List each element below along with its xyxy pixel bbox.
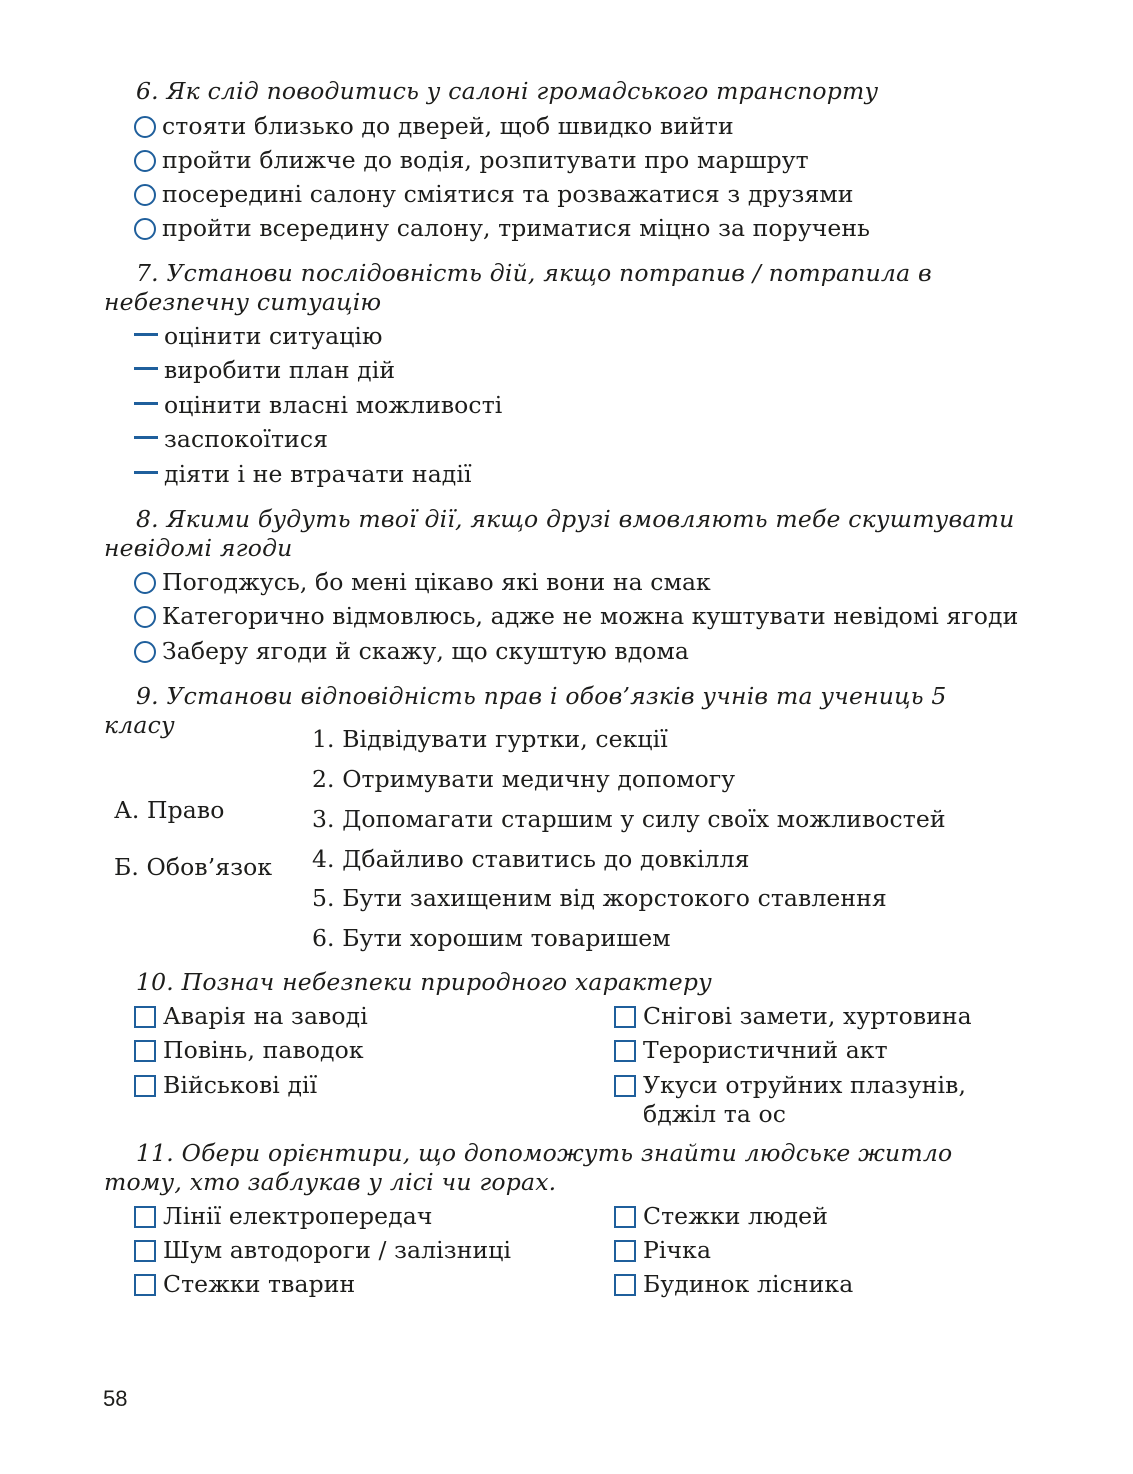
dash-blank[interactable]	[134, 436, 158, 439]
option-label: посередині салону сміятися та розважатися з друзями	[162, 180, 854, 208]
category-right: А. Право	[114, 796, 225, 824]
q10-option-left-2[interactable]	[134, 1036, 364, 1065]
q10-option-left-1[interactable]	[134, 1002, 368, 1031]
match-item-4: 4. Дбайливо ставитись до довкілля	[312, 845, 750, 873]
q10-option-right-3[interactable]	[614, 1071, 1013, 1129]
checkbox[interactable]	[134, 1206, 156, 1228]
match-item-2: 2. Отримувати медичну допомогу	[312, 765, 736, 793]
step-label: оцінити власні можливості	[164, 391, 503, 419]
q10-option-right-2[interactable]	[614, 1036, 888, 1065]
q11-option-right-1[interactable]	[614, 1202, 828, 1231]
checkbox[interactable]	[614, 1274, 636, 1296]
checkbox[interactable]	[614, 1206, 636, 1228]
match-item-1: 1. Відвідувати гуртки, секції	[312, 725, 668, 753]
category-duty: Б. Обов’язок	[114, 853, 273, 881]
q11-option-right-2[interactable]	[614, 1236, 711, 1265]
option-label: Снігові замети, хуртовина	[643, 1002, 972, 1030]
step-label: оцінити ситуацію	[164, 322, 383, 350]
question-10: 10. Познач небезпеки природного характеру	[136, 968, 712, 996]
radio-button[interactable]	[134, 150, 156, 172]
q7-step-2[interactable]	[134, 356, 395, 385]
step-label: виробити план дій	[164, 356, 396, 384]
match-item-6: 6. Бути хорошим товаришем	[312, 924, 671, 952]
question-7: 7. Установи послідовність дій, якщо потрапив / потрапила в небезпечну ситуацію	[104, 259, 932, 316]
option-label: Стежки людей	[643, 1202, 828, 1230]
dash-blank[interactable]	[134, 402, 158, 405]
checkbox[interactable]	[134, 1040, 156, 1062]
checkbox[interactable]	[134, 1006, 156, 1028]
question-8: 8. Якими будуть твої дії, якщо друзі вмовляють тебе скуштувати невідомі ягоди	[104, 505, 1015, 562]
checkbox[interactable]	[134, 1075, 156, 1097]
q7-step-5[interactable]	[134, 460, 472, 489]
q7-step-1[interactable]	[134, 322, 383, 351]
option-label: Заберу ягоди й скажу, що скуштую вдома	[162, 637, 689, 665]
checkbox[interactable]	[614, 1075, 636, 1097]
option-label: Стежки тварин	[163, 1270, 356, 1298]
step-label: діяти і не втрачати надії	[164, 460, 472, 488]
option-label: пройти всередину салону, триматися міцно за поручень	[162, 214, 871, 242]
radio-button[interactable]	[134, 218, 156, 240]
q7-step-3[interactable]	[134, 391, 502, 420]
option-label: Повінь, паводок	[163, 1036, 364, 1064]
option-label: Шум автодороги / залізниці	[163, 1236, 512, 1264]
q6-option-1[interactable]	[134, 112, 734, 141]
radio-button[interactable]	[134, 606, 156, 628]
option-label: стояти близько до дверей, щоб швидко вийти	[162, 112, 734, 140]
q11-option-right-3[interactable]	[614, 1270, 853, 1299]
option-label: Будинок лісника	[643, 1270, 854, 1298]
q8-option-1[interactable]	[134, 568, 711, 597]
match-item-5: 5. Бути захищеним від жорстокого ставлення	[312, 884, 887, 912]
q11-option-left-1[interactable]	[134, 1202, 432, 1231]
option-label: Річка	[643, 1236, 712, 1264]
checkbox[interactable]	[134, 1240, 156, 1262]
q8-option-2[interactable]	[134, 602, 1018, 631]
q6-option-3[interactable]	[134, 180, 854, 209]
option-label: Категорично відмовлюсь, адже не можна куштувати невідомі ягоди	[162, 602, 1019, 630]
checkbox[interactable]	[614, 1040, 636, 1062]
dash-blank[interactable]	[134, 367, 158, 370]
option-label: Терористичний акт	[643, 1036, 888, 1064]
checkbox[interactable]	[614, 1006, 636, 1028]
option-label: пройти ближче до водія, розпитувати про маршрут	[162, 146, 809, 174]
match-item-3: 3. Допомагати старшим у силу своїх можливостей	[312, 805, 946, 833]
option-label: Аварія на заводі	[163, 1002, 368, 1030]
radio-button[interactable]	[134, 572, 156, 594]
checkbox[interactable]	[614, 1240, 636, 1262]
option-label: Військові дії	[163, 1071, 318, 1099]
q7-step-4[interactable]	[134, 425, 328, 454]
dash-blank[interactable]	[134, 333, 158, 336]
radio-button[interactable]	[134, 641, 156, 663]
step-label: заспокоїтися	[164, 425, 329, 453]
q8-option-3[interactable]	[134, 637, 689, 666]
q6-option-4[interactable]	[134, 214, 870, 243]
q11-option-left-3[interactable]	[134, 1270, 355, 1299]
option-label: Лінії електропередач	[163, 1202, 433, 1230]
option-label: Погоджусь, бо мені цікаво які вони на смак	[162, 568, 711, 596]
q10-option-left-3[interactable]	[134, 1071, 317, 1100]
radio-button[interactable]	[134, 184, 156, 206]
dash-blank[interactable]	[134, 471, 158, 474]
question-9: 9. Установи відповідність прав і обов’язків учнів та учениць 5 класу	[104, 682, 947, 739]
checkbox[interactable]	[134, 1274, 156, 1296]
page-number: 58	[103, 1386, 128, 1411]
q11-option-left-2[interactable]	[134, 1236, 511, 1265]
question-11: 11. Обери орієнтири, що допоможуть знайти людське житло тому, хто заблукав у лісі чи горах.	[104, 1139, 953, 1196]
q6-option-2[interactable]	[134, 146, 809, 175]
q10-option-right-1[interactable]	[614, 1002, 972, 1031]
question-6: 6. Як слід поводитись у салоні громадського транспорту	[136, 77, 879, 105]
option-label: Укуси отруйних плазунів, бджіл та ос	[643, 1071, 967, 1128]
radio-button[interactable]	[134, 116, 156, 138]
